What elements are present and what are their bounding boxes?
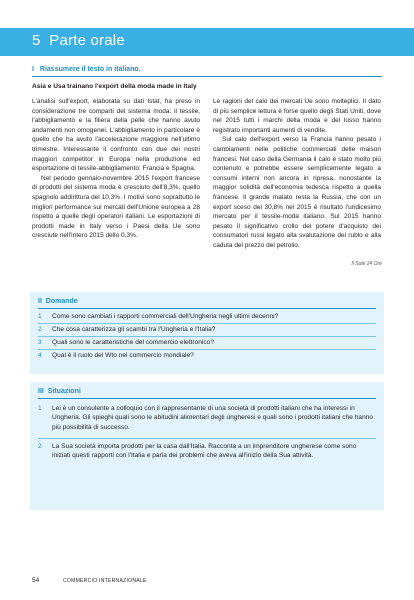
article-paragraph: Nel periodo gennaio-novembre 2015 l'export francese di prodotti del sistema moda è cresciuto dell'8,3%, quello spagnolo addirittura del 10,3%. I motivi sono soprattutto le migliori performance sui mercati dell'Unione europea a 28 rispetto a quelle degli operatori italiani. Le esportazioni di prodotti made in Italy verso i Paesi della Ue sono cresciute nell'intero 2015 dello 0,3%. [32, 174, 200, 240]
question-item [38, 312, 374, 321]
item-divider [38, 323, 376, 324]
item-divider [38, 438, 376, 439]
article-paragraph: Le ragioni del calo dei mercati Ue sono molteplici. Il dato di più semplice lettura è forse quello degli Stati Uniti, dove nel 2015 tutti i marchi della moda e del lusso hanno registrato importanti aumenti di vendite. [213, 98, 381, 134]
situation-number: 1 [38, 405, 42, 412]
section-one-divider [32, 76, 382, 77]
article-paragraph: L'analisi sull'export, elaborata su dati Istat, ha preso in considerazione tre comparti del sistema moda: il tessile, l'abbigliamento e la filiera della pelle che hanno avuto andamenti non omogenei. L'abbigliamento in particolare è quello che ha avuto l'accelerazione maggiore nell'ultimo trimestre. Interessante il confronto con due dei nostri maggiori competitor in Europa nella produzione ed esportazione di tessile-abbigliamento: Francia e Spagna. [32, 98, 200, 173]
situation-number: 2 [38, 443, 42, 450]
domande-box [30, 292, 384, 374]
situazioni-heading [38, 388, 81, 395]
page-number: 54 [32, 577, 40, 584]
domande-heading [38, 298, 78, 305]
question-item [38, 351, 374, 360]
article-paragraph: Sul calo dell'export verso la Francia hanno pesato i cambiamenti nelle politiche commerciali delle maison francesi. Nel caso della Germania il calo è stato molto più contenuto e potrebbe essere semplicemente legato a consumi interni non ancora in ripresa, nonostante la maggior solidità dell'economia tedesca rispetto a quella francese. Il grande malato resta la Russia, che con un export sceso del 30,8% nel 2015 è risultato l'undicesimo mercato per il tessile-moda italiano. Sul 2015 hanno pesato il significativo crollo del potere d'acquisto dei consumatori russi legato alla svalutazione del rublo e alla caduta del prezzo del petrolio. [213, 136, 381, 249]
situation-text: Lei è un consulente a colloquio con il rappresentante di una società di prodotti italiani che ha interessi in Ungheria. Gli spieghi quali sono le abitudini alimentari degli ungheresi e quali sono i prodotti italiani che hanno più possibilità di successo. [52, 405, 374, 431]
chapter-number: 5 [32, 32, 41, 49]
domande-title: Domande [45, 298, 78, 305]
chapter-title [32, 32, 125, 49]
situazioni-divider [38, 398, 376, 399]
question-number: 2 [38, 326, 42, 333]
section-one-heading [32, 66, 141, 73]
question-text: Come sono cambiati i rapporti commerciali dell'Ungheria negli ultimi decenni? [52, 313, 279, 320]
situation-text: La Sua società importa prodotti per la casa dall'Italia. Racconta a un imprenditore ungherese come sono iniziati questi rapporti con l'Italia e parla dei problemi che aveva all'inizio della Sua attività. [52, 443, 357, 460]
article-title: Asia e Usa trainano l'export della moda made in Italy [32, 83, 197, 90]
question-text: Qual è il ruolo del Wto nel commercio mondiale? [52, 352, 194, 359]
situation-item [38, 442, 374, 461]
article-source: Il Sole 24 Ore [351, 261, 382, 267]
question-text: Quali sono le caratteristiche del commercio elettronico? [52, 339, 214, 346]
section-one-title: Riassumere il testo in italiano. [39, 66, 141, 73]
situazioni-title: Situazioni [47, 388, 81, 395]
section-one-number: I [32, 66, 34, 73]
question-item [38, 325, 374, 334]
article-column-right [213, 97, 381, 251]
situazioni-box [30, 382, 384, 510]
question-number: 3 [38, 339, 42, 346]
domande-divider [38, 308, 376, 309]
chapter-header [0, 28, 414, 56]
article-column-left [32, 97, 200, 241]
question-number: 1 [38, 313, 42, 320]
situation-item [38, 404, 374, 432]
chapter-title-text: Parte orale [49, 32, 125, 49]
situazioni-number: III [38, 388, 44, 395]
item-divider [38, 349, 376, 350]
question-text: Che cosa caratterizza gli scambi tra l'Ungheria e l'Italia? [52, 326, 216, 333]
question-item [38, 338, 374, 347]
question-number: 4 [38, 352, 42, 359]
item-divider [38, 336, 376, 337]
domande-number: II [38, 298, 42, 305]
book-title: COMMERCIO INTERNAZIONALE [63, 578, 147, 584]
